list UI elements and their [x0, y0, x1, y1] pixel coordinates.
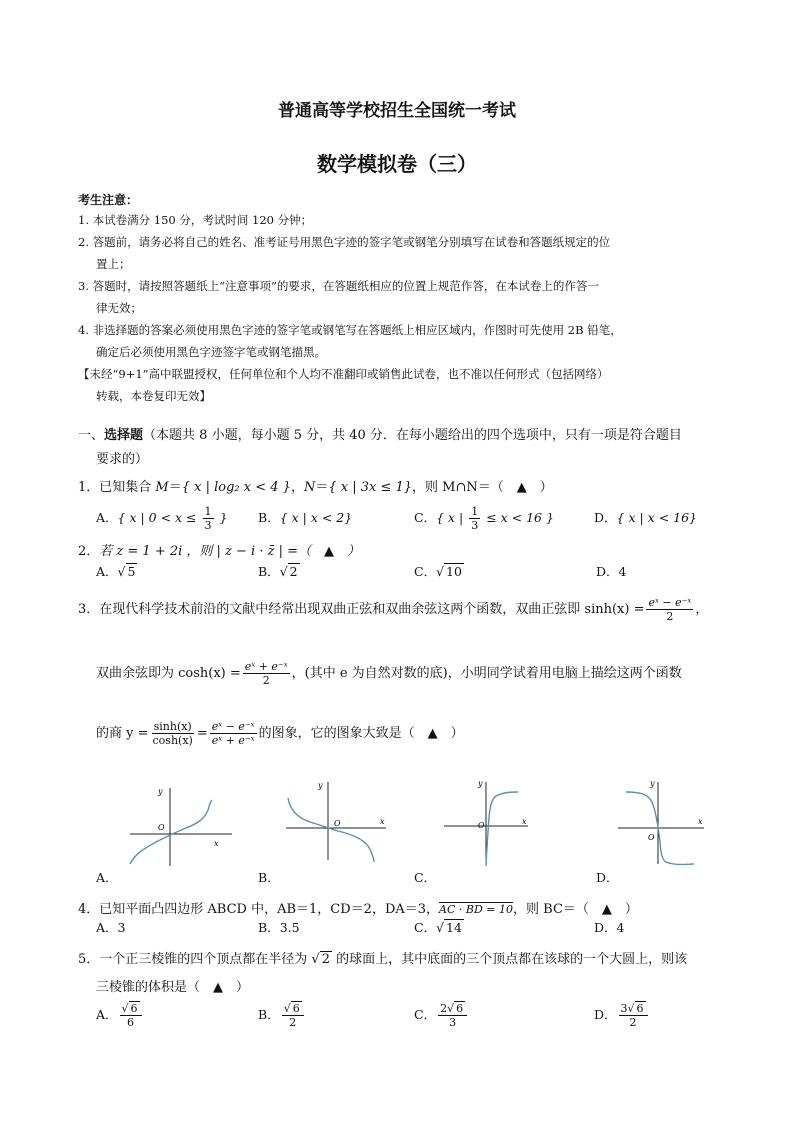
graph-d-origin-label: O [648, 833, 655, 842]
q2-number: 2． [78, 544, 100, 559]
q3-line1: 3．在现代科学技术前沿的文献中经常出现双曲正弦和双曲余弦这两个函数，双曲正弦即 sinh(x) = [78, 602, 645, 617]
q5-option-c-label: C． [414, 1007, 437, 1022]
q3-graph-c [442, 776, 542, 866]
notice-heading: 考生注意： [78, 193, 139, 207]
q5-option-d-numerator: 3√ 6 [619, 1002, 648, 1016]
q3-quotient-denominator-2: eˣ + e⁻ˣ [211, 734, 255, 747]
section-number: 一、 [78, 428, 105, 443]
q2-option-d-value: 4 [618, 564, 627, 579]
q1-set-m: { x | log₂ x < 4 } [181, 480, 291, 495]
notice-item-3-cont: 律无效； [96, 301, 142, 315]
question-5-line-2: 三棱锥的体积是（ ▲ ） [96, 980, 249, 995]
q4-option-d-value: 4 [616, 920, 625, 935]
q5-option-b [258, 1002, 306, 1029]
q1-option-c-label: C． [414, 510, 437, 525]
q1-option-c-denominator: 3 [471, 519, 479, 532]
q1-option-c-fraction [469, 505, 480, 532]
q3-cosh-denominator: 2 [262, 674, 270, 687]
graph-c-curve [486, 792, 518, 866]
notice-item-3: 3. 答题时，请按照答题纸上“注意事项”的要求，在答题纸相应的位置上规范作答，在本试卷上的作答一 [78, 279, 599, 293]
q1-text: 已知集合 [99, 480, 156, 495]
q5-option-a-label: A． [96, 1007, 118, 1022]
q3-quotient-denominator-1: cosh(x) [152, 734, 193, 747]
q5-line1-post: 的球面上，其中底面的三个顶点都在该球的一个大圆上，则该 [336, 952, 688, 967]
q3-line3-pre: 的商 y = [96, 726, 149, 741]
q3-line3-post: 的图象，它的图象大致是（ ▲ ） [258, 726, 464, 741]
q4-option-d-label: D． [594, 920, 617, 935]
q4-option-b [258, 918, 300, 936]
q2-option-d-label: D． [596, 564, 619, 579]
q5-line1-pre: 5．一个正三棱锥的四个顶点都在半径为 [78, 952, 308, 967]
q2-option-c-value: 10 [446, 564, 462, 579]
q3-line2-post: ，(其中 e 为自然对数的底)，小明同学试着用电脑上描绘这两个函数 [291, 666, 682, 681]
q1-eq: ＝ [168, 480, 182, 495]
q3-quotient-numerator-2: eˣ − e⁻ˣ [211, 720, 255, 733]
question-4 [78, 898, 638, 917]
q3-graph-d [616, 776, 716, 866]
question-3-line-1 [78, 596, 708, 623]
q4-option-d [594, 918, 624, 936]
q5-option-c-denominator: 3 [449, 1016, 457, 1029]
q5-option-a-denominator: 6 [127, 1016, 135, 1029]
q2-option-a-value: 5 [127, 564, 136, 579]
q5-option-a-numerator: √ 6 [120, 1002, 142, 1016]
graph-d-y-label: y [650, 779, 655, 788]
graph-c-origin-label: O [478, 821, 485, 830]
q1-option-c-numerator: 1 [471, 505, 479, 518]
q1-option-a-numerator: 1 [204, 505, 212, 518]
q2-option-a-label: A． [96, 564, 118, 579]
q4-tail: ，则 BC＝（ ▲ ） [513, 902, 638, 917]
notice-item-2: 2. 答题前，请务必将自己的姓名、准考证号用黑色字迹的签字笔或钢笔分别填写在试卷和答题纸规定的位 [78, 235, 611, 249]
notice-item-4: 4. 非选择题的答案必须使用黑色字迹的签字笔或钢笔写在答题纸上相应区域内，作图时可先使用 2B 铅笔， [78, 323, 622, 337]
section-instructions: （本题共 8 小题，每小题 5 分，共 40 分．在每小题给出的四个选项中，只有一项是符合题目 [143, 428, 682, 443]
q3-quotient-eq: = [196, 726, 208, 741]
graph-c-y-label: y [478, 779, 483, 788]
graph-a-curve [130, 800, 212, 864]
section-instructions-cont: 要求的） [96, 452, 149, 467]
q3-line2-pre: 双曲余弦即为 cosh(x) = [96, 666, 241, 681]
copyright-notice: 【未经“9+1”高中联盟授权，任何单位和个人均不准翻印或销售此试卷，也不准以任何形式（包括网络） [78, 367, 609, 381]
q2-option-b-value: 2 [289, 564, 298, 579]
q1-option-d-text: { x | x < 16} [616, 510, 697, 525]
q1-set-m-name: M [155, 480, 169, 495]
q4-option-a-label: A． [96, 920, 118, 935]
q2-option-b-label: B． [258, 564, 280, 579]
q4-option-c-value: 14 [446, 920, 462, 935]
q2-text: 若 z = 1 + 2i ，则 | z − i · z̄ | =（ ▲ ） [99, 544, 360, 559]
graph-c-x-label: x [522, 817, 527, 826]
q1-set-n-name: N [303, 480, 316, 495]
question-3-line-3 [96, 720, 464, 747]
graph-b-curve [288, 798, 374, 862]
graph-a-x-label: x [214, 839, 219, 848]
q1-option-a-fraction [203, 505, 214, 532]
q4-option-b-label: B． [258, 920, 280, 935]
q1-option-a-denominator: 3 [204, 519, 212, 532]
q5-option-c-coefficient: 2 [440, 1002, 448, 1015]
q3-quotient-fraction-1 [151, 720, 195, 747]
q3-option-d-label: D． [596, 870, 619, 885]
q5-option-b-numerator: √ 6 [282, 1002, 304, 1016]
q3-line1-tail: ， [695, 602, 709, 617]
q5-option-c-numerator: 2√ 6 [438, 1002, 467, 1016]
q5-option-d-label: D． [594, 1007, 617, 1022]
section-title: 选择题 [104, 428, 144, 443]
notice-item-1: 1. 本试卷满分 150 分，考试时间 120 分钟； [78, 213, 313, 227]
question-3-line-2 [96, 660, 682, 687]
q3-sinh-fraction [646, 596, 693, 623]
q5-radius: 2 [321, 952, 330, 967]
q1-number: 1． [78, 480, 100, 495]
exam-title: 普通高等学校招生全国统一考试 [278, 101, 516, 121]
q1-option-d-label: D． [594, 510, 617, 525]
q1-option-a-close: } [215, 510, 228, 525]
q1-option-a [96, 505, 227, 532]
q5-option-d-fraction [619, 1002, 648, 1029]
q4-option-c: C．√ 14 [414, 920, 462, 935]
notice-item-4-cont: 确定后必须使用黑色字迹签字笔或钢笔描黑。 [96, 345, 326, 359]
q1-option-a-label: A． [96, 510, 118, 525]
q1-option-c [414, 505, 554, 532]
q3-quotient-fraction-2 [210, 720, 257, 747]
q1-option-b [258, 508, 352, 526]
q3-sinh-numerator: eˣ − e⁻ˣ [648, 596, 692, 609]
graph-b-y-label: y [318, 781, 323, 790]
q4-option-a [96, 918, 125, 936]
q1-option-d [594, 508, 697, 526]
graph-a-origin-label: O [158, 823, 165, 832]
q4-vector-product: AC · BD = 10 [439, 903, 514, 916]
q2-option-c-label: C． [414, 564, 437, 579]
q1-comma: ， [290, 480, 304, 495]
q5-option-c-fraction [438, 1002, 467, 1029]
q3-graph-a [126, 780, 236, 870]
q5-option-d-denominator: 2 [629, 1016, 637, 1029]
q5-option-d-radicand: 6 [636, 1002, 644, 1015]
q5-option-b-denominator: 2 [289, 1016, 297, 1029]
q5-option-c [414, 1002, 469, 1029]
q1-option-b-label: B． [258, 510, 280, 525]
q3-option-b-label: B． [258, 870, 280, 885]
q1-eq2: ＝ [315, 480, 329, 495]
q4-text: 已知平面凸四边形 ABCD 中，AB＝1，CD＝2，DA＝3， [99, 902, 440, 917]
q5-option-b-label: B． [258, 1007, 280, 1022]
q1-set-n: { x | 3x ≤ 1} [328, 480, 413, 495]
notice-item-2-cont: 置上； [96, 257, 131, 271]
q5-option-d [594, 1002, 650, 1029]
graph-a-y-label: y [158, 787, 163, 796]
graph-d-x-label: x [698, 817, 703, 826]
graph-b-origin-label: O [334, 819, 341, 828]
q5-option-d-coefficient: 3 [620, 1002, 628, 1015]
q3-cosh-numerator: eˣ + e⁻ˣ [244, 660, 288, 673]
q4-option-a-value: 3 [117, 920, 126, 935]
q4-number: 4． [78, 902, 100, 917]
q2-option-a: A．√ 5 [96, 564, 136, 579]
q5-option-c-radicand: 6 [456, 1002, 464, 1015]
q3-cosh-fraction [243, 660, 290, 687]
q2-option-d [596, 562, 626, 580]
q4-option-c-label: C． [414, 920, 437, 935]
q3-sinh-denominator: 2 [666, 610, 674, 623]
q1-tail: ，则 M∩N＝（ ▲ ） [412, 480, 553, 495]
question-5-line-1: 5．一个正三棱锥的四个顶点都在半径为 √ 2 的球面上，其中底面的三个顶点都在该球的一个大圆上，则该 [78, 952, 688, 967]
q3-quotient-numerator-1: sinh(x) [153, 720, 192, 733]
q2-option-c: C．√ 10 [414, 564, 462, 579]
q5-option-a [96, 1002, 144, 1029]
graph-b-x-label: x [380, 817, 385, 826]
q1-option-b-text: { x | x < 2} [279, 510, 353, 525]
copyright-notice-cont: 转载，本卷复印无效】 [96, 389, 211, 403]
section-heading [78, 424, 682, 443]
q1-option-a-text: { x | 0 < x ≤ [117, 510, 201, 525]
q1-option-c-text: ≤ x < 16 } [482, 510, 554, 525]
q5-option-b-fraction [282, 1002, 304, 1029]
q4-option-b-value: 3.5 [279, 920, 300, 935]
q3-option-c-label: C． [414, 870, 437, 885]
q3-option-a-label: A． [96, 870, 118, 885]
q5-option-b-radicand: 6 [292, 1002, 300, 1015]
q2-option-b: B．√ 2 [258, 564, 298, 579]
question-2 [78, 540, 360, 559]
q5-option-a-fraction [120, 1002, 142, 1029]
question-1 [78, 476, 553, 495]
q5-option-a-radicand: 6 [130, 1002, 138, 1015]
q3-graph-b [282, 776, 392, 866]
q1-option-c-open: { x | [436, 510, 468, 525]
exam-subtitle: 数学模拟卷（三） [317, 152, 477, 176]
